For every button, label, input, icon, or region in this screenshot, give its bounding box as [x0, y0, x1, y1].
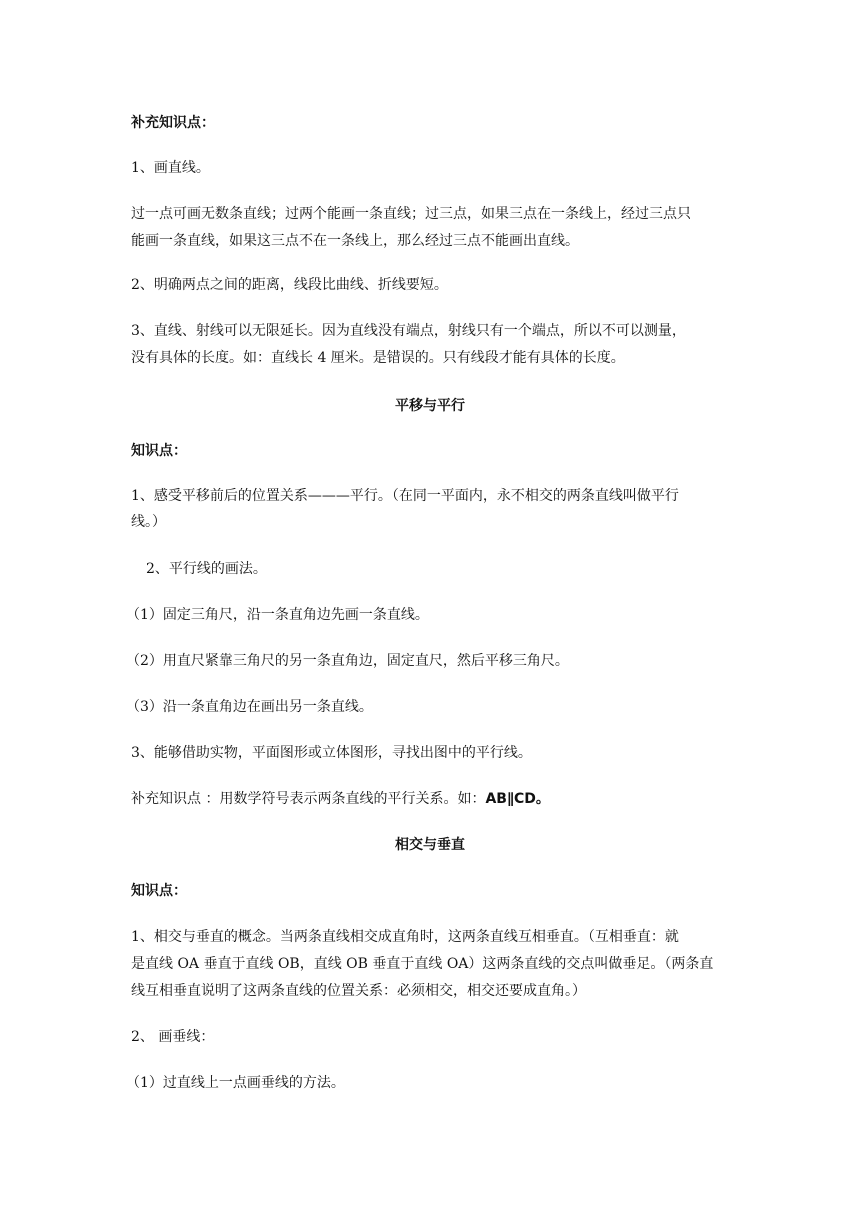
perp-point-2: 2、 画垂线：	[131, 1029, 215, 1045]
parallel-step-3: （3）沿一条直角边在画出另一条直线。	[126, 699, 373, 715]
point-3-line-2: 没有具体的长度。如：直线长 4 厘米。是错误的。只有线段才能有具体的长度。	[131, 350, 625, 366]
point-3-line-1: 3、直线、射线可以无限延长。因为直线没有端点，射线只有一个端点，所以不可以测量，	[131, 323, 686, 339]
parallel-step-2: （2）用直尺紧靠三角尺的另一条直角边，固定直尺，然后平移三角尺。	[126, 653, 569, 669]
parallel-point-1-line-2: 线。）	[131, 514, 166, 530]
point-1-heading: 1、画直线。	[131, 160, 210, 176]
perpendicular-knowledge-heading: 知识点：	[131, 883, 187, 899]
parallel-supplement-text: 补充知识点 ：用数学符号表示两条直线的平行关系。如：	[131, 791, 486, 807]
perp-point-1-line-1: 1、相交与垂直的概念。当两条直线相交成直角时，这两条直线互相垂直。（互相垂直：就	[131, 929, 679, 945]
parallel-step-1: （1）固定三角尺，沿一条直角边先画一条直线。	[126, 607, 429, 623]
perp-step-1: （1）过直线上一点画垂线的方法。	[126, 1075, 345, 1091]
point-2-text: 2、明确两点之间的距离，线段比曲线、折线要短。	[131, 277, 448, 293]
parallel-symbol: AB∥CD。	[485, 791, 550, 807]
parallel-point-3: 3、能够借助实物，平面图形或立体图形，寻找出图中的平行线。	[131, 745, 532, 761]
parallel-point-1-line-1: 1、感受平移前后的位置关系———平行。（在同一平面内，永不相交的两条直线叫做平行	[131, 488, 679, 504]
section-title-parallel: 平移与平行	[395, 398, 465, 414]
section-title-perpendicular: 相交与垂直	[395, 837, 465, 853]
parallel-knowledge-heading: 知识点：	[131, 443, 187, 459]
parallel-supplement	[131, 790, 550, 808]
supplement-heading: 补充知识点：	[131, 115, 215, 131]
perp-point-1-line-2: 是直线 OA 垂直于直线 OB，直线 OB 垂直于直线 OA）这两条直线的交点叫做垂足。（两条直	[131, 956, 714, 972]
perp-point-1-line-3: 线互相垂直说明了这两条直线的位置关系：必须相交，相交还要成直角。）	[131, 983, 586, 999]
point-1-body-line-2: 能画一条直线，如果这三点不在一条线上，那么经过三点不能画出直线。	[131, 233, 579, 249]
parallel-point-2: 2、平行线的画法。	[146, 561, 267, 577]
point-1-body-line-1: 过一点可画无数条直线；过两个能画一条直线；过三点，如果三点在一条线上，经过三点只	[131, 206, 691, 222]
